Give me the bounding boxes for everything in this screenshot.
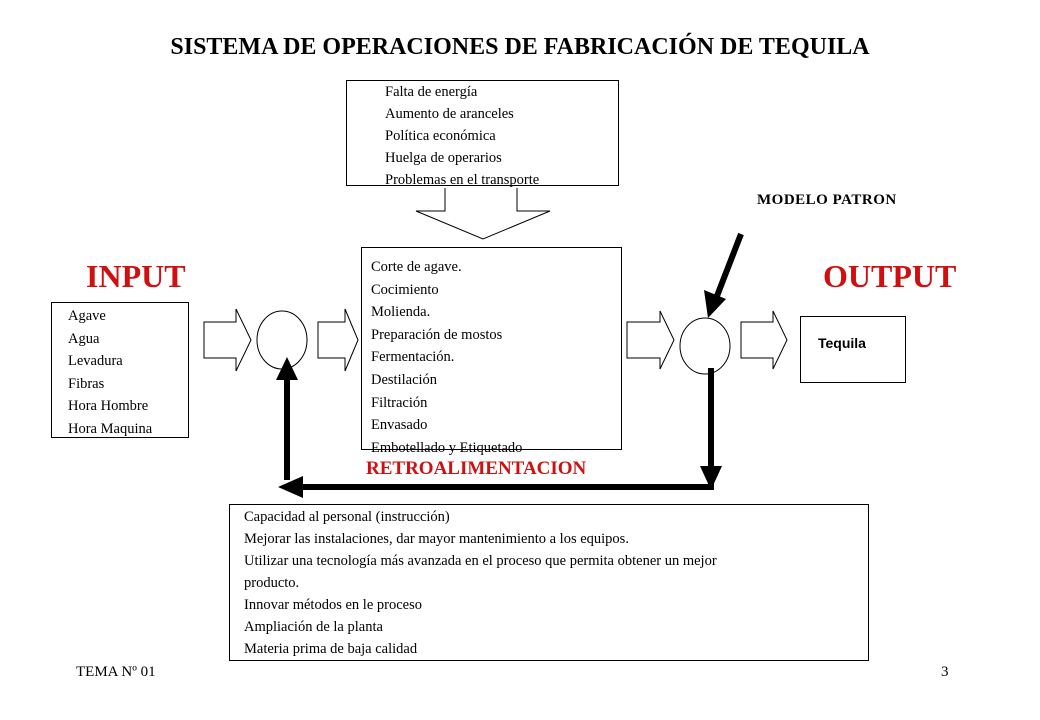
disturbance-item: Aumento de aranceles — [385, 106, 514, 122]
input-item: Agua — [68, 330, 100, 347]
input-item: Agave — [68, 308, 106, 324]
output-value: Tequila — [818, 335, 866, 351]
input-item: Hora Maquina — [68, 420, 153, 437]
process-step: Fermentación. — [371, 349, 455, 366]
process-box — [361, 247, 622, 456]
feedback-item: Capacidad al personal (instrucción) — [244, 509, 450, 525]
disturbance-arrow — [416, 188, 550, 239]
output-heading: OUTPUT — [823, 258, 957, 294]
input-item: Fibras — [68, 375, 105, 392]
page-title: SISTEMA DE OPERACIONES DE FABRICACIÓN DE TEQUILA — [170, 34, 870, 60]
process-step: Filtración — [371, 394, 428, 411]
input-item: Levadura — [68, 353, 123, 370]
disturbance-item: Falta de energía — [385, 84, 478, 100]
process-flow-arrow — [318, 309, 358, 371]
output-comparator-circle — [680, 318, 730, 374]
process-step: Destilación — [371, 371, 438, 388]
process-step: Corte de agave. — [371, 259, 462, 275]
feedback-item: producto. — [244, 575, 300, 591]
output-flow-arrow — [627, 311, 674, 369]
feedback-item: Materia prima de baja calidad — [244, 641, 418, 657]
feedback-label: RETROALIMENTACION — [366, 458, 587, 479]
input-flow-arrow — [204, 309, 251, 371]
model-pattern-arrow-shaft — [717, 234, 741, 296]
disturbance-item: Problemas en el transporte — [385, 172, 540, 188]
process-step: Envasado — [371, 417, 428, 434]
model-pattern-label: MODELO PATRON — [757, 192, 897, 208]
page-number: 3 — [941, 664, 949, 680]
disturbance-item: Huelga de operarios — [385, 150, 502, 166]
process-step: Molienda. — [371, 304, 431, 321]
process-step: Embotellado y Etiquetado — [371, 439, 523, 456]
process-step: Cocimiento — [371, 281, 439, 298]
feedback-left-arrowhead — [278, 476, 303, 498]
feedback-item: Utilizar una tecnología más avanzada en el proceso que permita obtener un mejor — [244, 553, 717, 569]
feedback-item: Mejorar las instalaciones, dar mayor mantenimiento a los equipos. — [244, 531, 629, 547]
inputs-box — [51, 302, 189, 438]
disturbances-box — [346, 80, 619, 186]
feedback-item: Innovar métodos en le proceso — [244, 597, 422, 613]
feedback-item: Ampliación de la planta — [244, 619, 383, 635]
final-flow-arrow — [741, 311, 787, 369]
feedback-box — [229, 504, 869, 661]
process-step: Preparación de mostos — [371, 326, 503, 343]
input-item: Hora Hombre — [68, 398, 149, 415]
footer-topic: TEMA Nº 01 — [76, 664, 156, 680]
input-heading: INPUT — [86, 258, 186, 294]
output-box — [800, 316, 906, 383]
input-comparator-circle — [257, 311, 307, 369]
disturbance-item: Política económica — [385, 128, 496, 144]
